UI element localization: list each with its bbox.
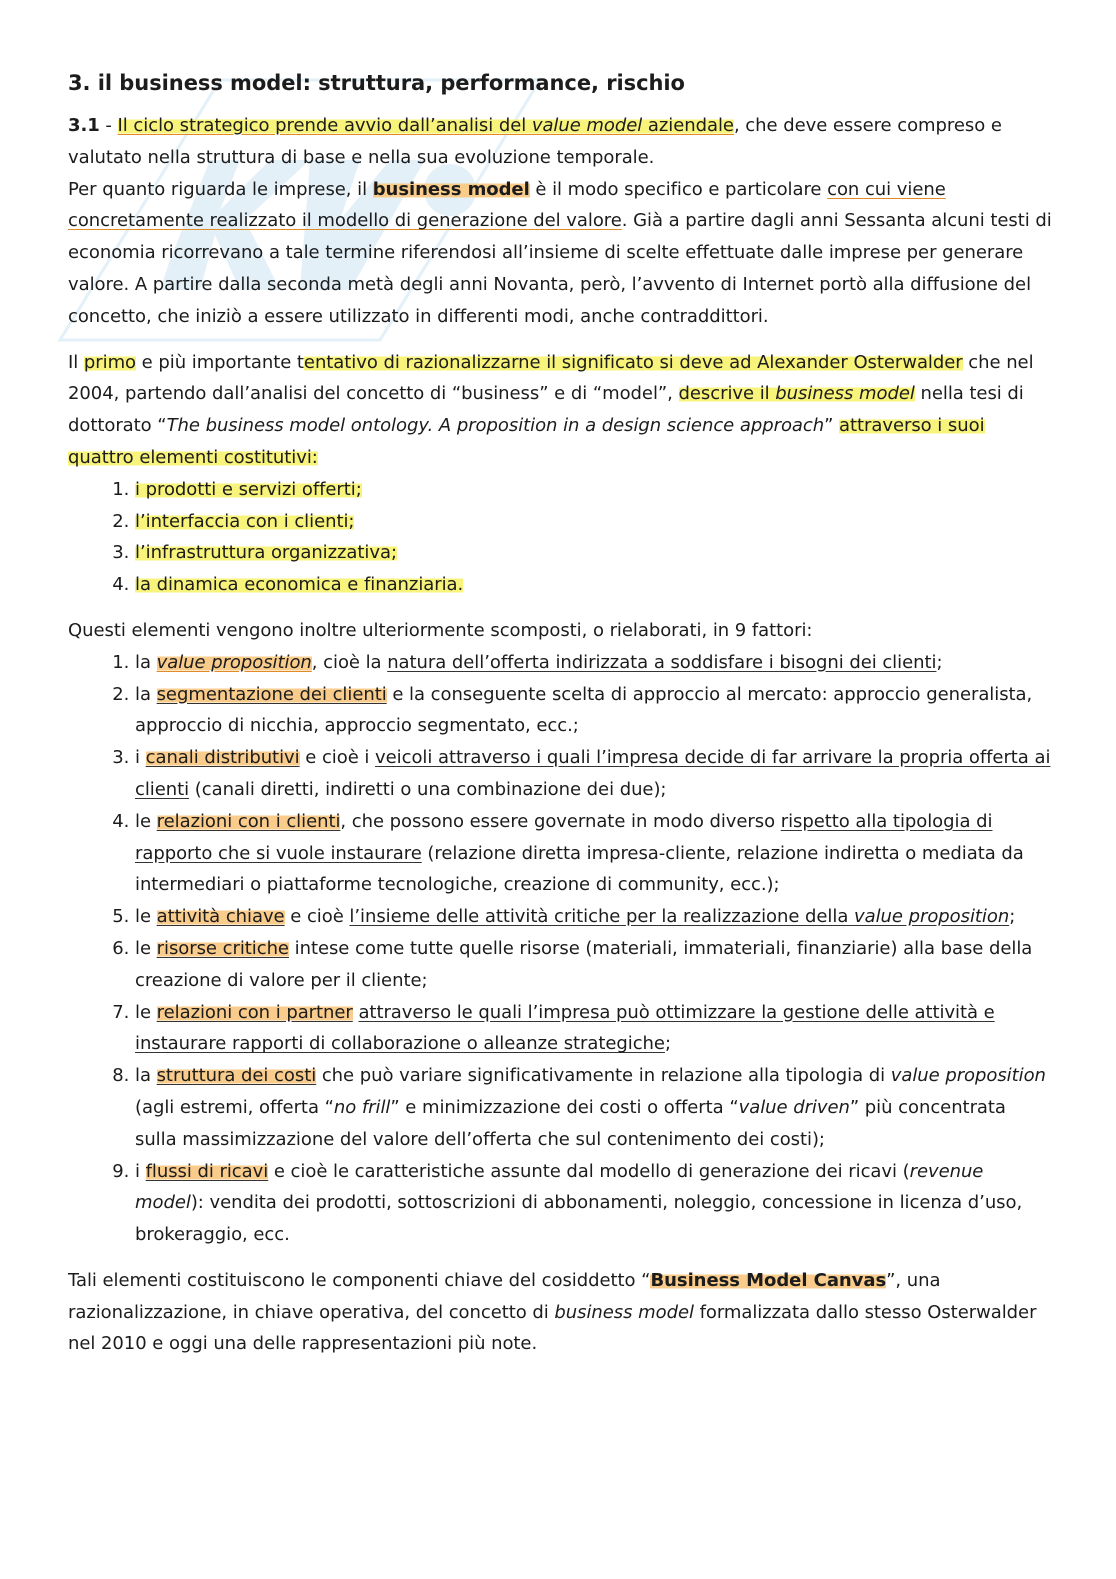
highlight: la dinamica economica e finanziaria. — [135, 574, 464, 596]
text: descrive il — [678, 383, 776, 405]
text: le — [135, 906, 157, 928]
section-heading: 3. il business model: struttura, performance, rischio — [68, 71, 685, 95]
text: revenue model — [135, 1160, 984, 1214]
text: i — [135, 1160, 146, 1182]
highlight: attraverso i suoi quattro elementi costitutivi: — [68, 415, 985, 468]
text: le — [135, 1001, 157, 1023]
list-item — [135, 569, 1053, 601]
text: - — [99, 115, 118, 136]
text: value proposition — [890, 1065, 1046, 1087]
text: aziendale — [642, 115, 734, 136]
text: Il — [68, 351, 84, 373]
text: la — [135, 651, 157, 673]
text: l’insieme delle attività critiche per la realizzazione della — [349, 906, 854, 928]
factor-key: value proposition — [156, 651, 312, 673]
text: ” e minimizzazione dei costi o offerta “ — [390, 1096, 739, 1118]
paragraph-canvas — [68, 1265, 1053, 1360]
text: , che possono essere governate in modo diverso — [340, 810, 781, 832]
list-item — [135, 679, 1053, 743]
text: ” più concentrata sulla massimizzazione del valore dell’offerta che sul contenimento dei costi); — [135, 1096, 1006, 1150]
text: (relazione diretta impresa-cliente, relazione indiretta o mediata da intermediari o piattaforme tecnologiche, creazione di community, ecc.); — [135, 842, 1024, 896]
highlight — [679, 383, 915, 404]
paragraph-3-1 — [68, 110, 1053, 174]
text: le — [135, 937, 157, 959]
factor-key: attività chiave — [156, 906, 285, 928]
factor-key: flussi di ricavi — [145, 1160, 269, 1182]
text: e cioè — [284, 906, 350, 928]
underlined-text: rispetto alla tipologia di rapporto che si vuole instaurare — [135, 810, 993, 864]
paragraph-business-model — [68, 174, 1053, 333]
text: che nel 2004, partendo dall’analisi del concetto di “business” e di “model”, — [68, 351, 1034, 405]
paragraph-factors-intro: Questi elementi vengono inoltre ulteriormente scomposti, o rielaborati, in 9 fattori: — [68, 619, 813, 641]
underlined-text: natura dell’offerta indirizzata a soddisfare i bisogni dei clienti — [387, 651, 937, 673]
text: i — [135, 747, 146, 769]
list-item — [135, 1060, 1053, 1155]
highlight: entativo di razionalizzarne il significato si deve ad Alexander Osterwalder — [303, 351, 963, 373]
business-model-canvas-term: Business Model Canvas — [650, 1269, 887, 1291]
text: no frill — [333, 1096, 391, 1118]
list-item — [135, 474, 1053, 506]
text: nella tesi di dottorato “ — [68, 383, 1024, 437]
text: (agli estremi, offerta “ — [135, 1096, 334, 1118]
text: , che deve essere compreso e valutato nella struttura di base e nella sua evoluzione temporale. — [68, 115, 1002, 168]
text: ; — [1009, 906, 1016, 928]
text: e cioè le caratteristiche assunte dal modello di generazione dei ricavi ( — [268, 1160, 910, 1182]
text: formalizzata dallo stesso Osterwalder nel 2010 e oggi una delle rappresentazioni più note. — [68, 1301, 1037, 1355]
list-item — [135, 997, 1053, 1061]
text: value driven — [738, 1096, 850, 1118]
highlight: i prodotti e servizi offerti; — [135, 478, 362, 500]
list-item — [135, 537, 1053, 569]
text: value model — [531, 115, 643, 136]
text: la — [135, 683, 157, 705]
document-body — [68, 66, 1053, 1360]
text: e cioè i — [299, 747, 376, 769]
text: e più importante t — [136, 351, 304, 373]
section-number: 3.1 — [68, 115, 100, 136]
text: . Già a partire dagli anni Sessanta alcuni testi di economia ricorrevano a tale termine riferendosi all’insieme di scelte effettuate dalle imprese per generare valore. A partire dalla seconda metà degli anni Novanta, però, l’avvento di Internet portò alla diffusione del concetto, che iniziò a essere utilizzato in differenti modi, anche contraddittori. — [68, 210, 1052, 327]
text: ; — [936, 651, 943, 673]
text: la — [135, 1065, 157, 1087]
thesis-title: The business model ontology. A proposition in a design science approach — [166, 415, 825, 437]
list-item — [135, 742, 1053, 806]
text: (canali diretti, indiretti o una combinazione dei due); — [189, 778, 667, 800]
text: ; — [664, 1033, 671, 1055]
highlight — [118, 115, 734, 136]
list-item — [135, 901, 1053, 933]
factor-key: segmentazione dei clienti — [156, 683, 387, 705]
factors-list — [68, 647, 1053, 1251]
text: ): vendita dei prodotti, sottoscrizioni di abbonamenti, noleggio, concessione in licenza d’uso, brokeraggio, ecc. — [135, 1192, 1023, 1246]
list-item — [135, 933, 1053, 997]
text: ”, una razionalizzazione, in chiave operativa, del concetto di — [68, 1269, 941, 1323]
business-model-term: business model — [372, 178, 530, 200]
highlight: l’interfaccia con i clienti; — [135, 510, 355, 532]
list-item — [135, 1156, 1053, 1251]
underlined-text: veicoli attraverso i quali l’impresa decide di far arrivare la propria offerta ai clienti — [135, 747, 1051, 800]
text: business model — [775, 383, 915, 405]
factor-key: relazioni con i clienti — [156, 810, 341, 832]
text: e la conseguente scelta di approccio al mercato: approccio generalista, approccio di nicchia, approccio segmentato, ecc.; — [135, 683, 1033, 737]
factor-key: struttura dei costi — [156, 1065, 317, 1087]
elements-list — [68, 474, 1053, 601]
list-item — [135, 506, 1053, 538]
text: Tali elementi costituiscono le componenti chiave del cosiddetto “ — [68, 1269, 651, 1291]
text: Il ciclo strategico prende avvio dall’analisi del — [117, 115, 532, 136]
list-item — [135, 806, 1053, 901]
text: ” — [824, 415, 840, 437]
paragraph-osterwalder — [68, 347, 1053, 474]
factor-key: risorse critiche — [156, 937, 289, 959]
underlined-text: con cui viene concretamente realizzato il modello di generazione del valore — [68, 178, 946, 232]
list-item — [135, 647, 1053, 679]
text: business model — [554, 1301, 694, 1323]
text: le — [135, 810, 157, 832]
text: è il modo specifico e particolare — [529, 178, 828, 200]
text: Per quanto riguarda le imprese, il — [68, 178, 373, 200]
text: intese come tutte quelle risorse (materiali, immateriali, finanziarie) alla base della creazione di valore per il cliente; — [135, 937, 1033, 991]
factor-key: relazioni con i partner — [156, 1001, 353, 1023]
text: , cioè la — [311, 651, 388, 673]
underlined-text — [349, 906, 1009, 927]
highlight: primo — [83, 351, 137, 373]
factor-key: canali distributivi — [145, 747, 300, 769]
text: value proposition — [854, 906, 1010, 928]
highlight: l’infrastruttura organizzativa; — [135, 542, 397, 564]
underlined-text: attraverso le quali l’impresa può ottimizzare la gestione delle attività e instaurare rapporti di collaborazione o alleanze strategiche — [135, 1001, 995, 1055]
text: che può variare significativamente in relazione alla tipologia di — [316, 1065, 891, 1087]
